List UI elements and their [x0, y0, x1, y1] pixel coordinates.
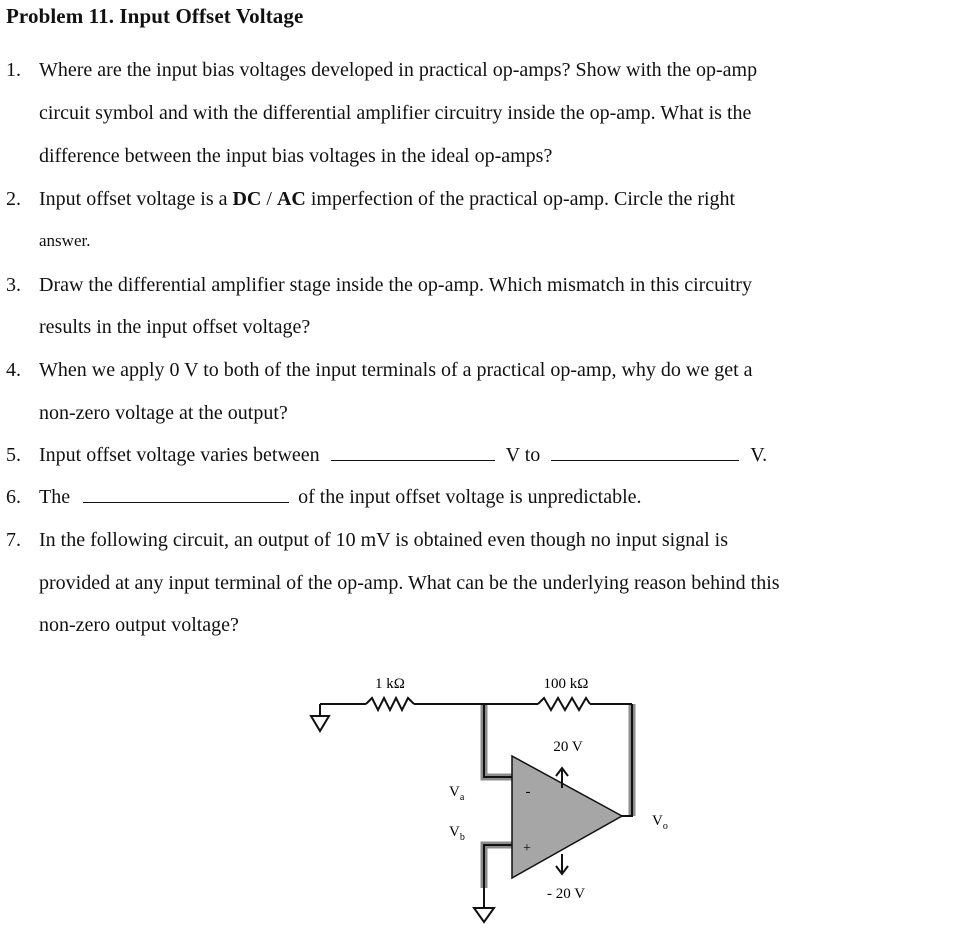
question-text: When we apply 0 V to both of the input terminals of a practical op-amp, why do we get a [39, 359, 753, 381]
question-number: 4. [6, 359, 21, 381]
question-text: circuit symbol and with the differential amplifier circuitry inside the op-amp. What is the [39, 102, 752, 124]
noninverting-input-sign: + [523, 841, 531, 856]
answer-blank-property[interactable] [83, 488, 289, 503]
option-ac[interactable]: AC [276, 188, 306, 210]
option-dc[interactable]: DC [232, 188, 262, 210]
question-number: 1. [6, 59, 21, 81]
resistor-100k-label: 100 kΩ [543, 676, 589, 692]
vb-label: $V_b$ [449, 824, 465, 843]
question-text: In the following circuit, an output of 10 mV is obtained even though no input signal is [39, 529, 728, 551]
question-text: Input offset voltage varies between V to V. [39, 444, 768, 466]
question-number: 5. [6, 444, 21, 466]
question-text: Where are the input bias voltages developed in practical op-amps? Show with the op-amp [39, 59, 758, 81]
vo-label: $V_o$ [652, 813, 668, 832]
answer-blank-max[interactable] [551, 446, 739, 461]
question-text: Input offset voltage is a DC / AC imperfection of the practical op-amp. Circle the right [39, 188, 736, 210]
question-text: The of the input offset voltage is unpredictable. [39, 486, 642, 508]
va-label: $V_a$ [449, 784, 465, 803]
question-text: Draw the differential amplifier stage inside the op-amp. Which mismatch in this circuitry [39, 274, 752, 296]
resistor-100k [538, 698, 590, 710]
question-number: 6. [6, 486, 21, 508]
question-text: answer. [39, 231, 91, 250]
ground-symbol-bottom [474, 905, 494, 922]
question-number: 3. [6, 274, 21, 296]
question-number: 2. [6, 188, 21, 210]
question-number: 7. [6, 529, 21, 551]
question-text: results in the input offset voltage? [39, 316, 311, 338]
question-text: difference between the input bias voltages in the ideal op-amps? [39, 145, 553, 167]
resistor-1k [366, 698, 414, 710]
question-text: non-zero output voltage? [39, 614, 239, 636]
ground-symbol-left [311, 704, 329, 731]
problem-title: Problem 11. Input Offset Voltage [6, 4, 304, 28]
question-text: non-zero voltage at the output? [39, 402, 288, 424]
resistor-1k-label: 1 kΩ [375, 676, 405, 692]
answer-blank-min[interactable] [331, 446, 495, 461]
inverting-input-sign: - [525, 784, 531, 800]
negative-supply-label: - 20 V [546, 886, 586, 902]
positive-supply-label: 20 V [553, 739, 583, 755]
inverting-amplifier-circuit [300, 660, 700, 925]
question-text: provided at any input terminal of the op-amp. What can be the underlying reason behind this [39, 572, 780, 594]
